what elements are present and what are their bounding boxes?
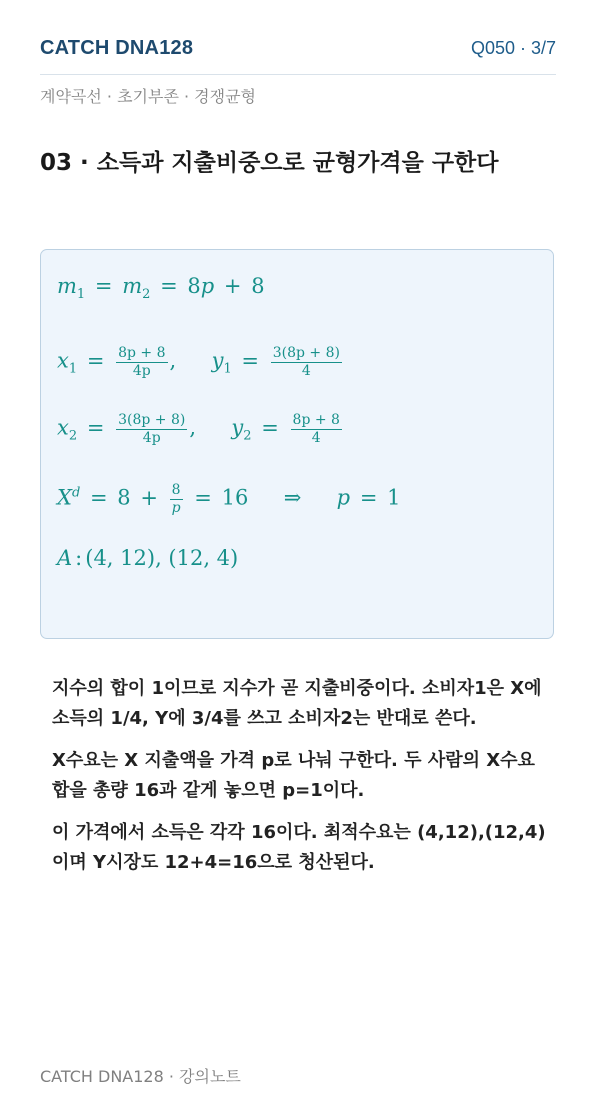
sub-2: 2: [142, 287, 151, 302]
equation-allocation: A : (4, 12), (12, 4): [57, 546, 239, 570]
fraction-y2: [291, 413, 342, 445]
topic-tags: 계약곡선 · 초기부존 · 경쟁균형: [40, 87, 256, 106]
fraction-numerator: 8p + 8: [292, 412, 340, 428]
fraction-denominator: 4: [311, 429, 321, 446]
sub-y1: 1: [223, 361, 232, 377]
brand-logo-text: CATCH DNA128: [40, 37, 194, 59]
var-p: p: [200, 274, 215, 298]
fraction-x1: [116, 346, 167, 378]
var-x1: x: [57, 348, 69, 373]
price-value: 1: [387, 485, 401, 510]
equation-consumer1-demand: $x_1$ = $\frac{8p + 8}{4p}$ , $y_1$ = $\frac{3(8p + 8)}{4}$: [57, 345, 340, 379]
page-header: [40, 36, 556, 75]
var-m2: m: [122, 274, 143, 298]
sup-d: d: [71, 485, 81, 501]
var-y1: y: [211, 348, 224, 373]
const-8: 8: [251, 274, 265, 298]
fraction-denominator: p: [171, 499, 181, 516]
var-x2: x: [57, 415, 69, 440]
fraction-numerator: 8p + 8: [118, 345, 166, 361]
fraction-numerator: 3(8p + 8): [272, 345, 340, 361]
var-X: X: [57, 485, 72, 510]
section-title: 03 · 소득과 지출비중으로 균형가격을 구한다: [40, 150, 499, 176]
sub-x1: 1: [68, 361, 78, 377]
var-m1: m: [57, 274, 77, 298]
page-footer: CATCH DNA128 · 강의노트: [40, 1067, 241, 1086]
allocation-label: A: [57, 546, 73, 570]
sub-y2: 2: [243, 428, 252, 444]
explanation-paragraph-1: 지수의 합이 1이므로 지수가 곧 지출비중이다. 소비자1은 X에 소득의 1/4, Y에 3/4를 쓰고 소비자2는 반대로 쓴다.: [52, 678, 542, 729]
fraction-numerator: 3(8p + 8): [118, 412, 186, 428]
explanation-paragraph-2: X수요는 X 지출액을 가격 p로 나눠 구한다. 두 사람의 X수요 합을 총량 16과 같게 놓으면 p=1이다.: [52, 750, 535, 801]
equation-income: $m_1 = m_2 = 8p + 8$: [57, 274, 265, 302]
implies-arrow: ⇒: [283, 485, 302, 510]
page-counter: Q050 · 3/7: [470, 38, 556, 58]
explanation-paragraph-3: 이 가격에서 소득은 각각 16이다. 최적수요는 (4,12),(12,4)이며 Y시장도 12+4=16으로 청산된다.: [52, 822, 546, 873]
fraction-y1: [271, 346, 342, 378]
var-y2: y: [231, 415, 244, 440]
fraction-x2: [116, 413, 187, 445]
fraction-numerator: 8: [171, 482, 181, 498]
fraction-8-over-p: [170, 483, 183, 515]
fraction-denominator: 4: [301, 362, 311, 379]
const-8: 8: [117, 485, 131, 510]
sub-x2: 2: [68, 428, 78, 444]
var-p: p: [336, 485, 351, 510]
equation-market-clearing: $X^d = 8$ + $\frac{8}{p}$ = 16 ⇒ p = 1: [57, 482, 401, 516]
fraction-denominator: 4p: [142, 429, 161, 446]
allocation-points: (4, 12), (12, 4): [85, 546, 239, 570]
fraction-denominator: 4p: [132, 362, 151, 379]
equation-box: [40, 249, 554, 639]
equation-consumer2-demand: $x_2$ = $\frac{3(8p + 8)}{4p}$ , $y_2$ = $\frac{8p + 8}{4}$: [57, 412, 340, 446]
sub-1: 1: [76, 287, 86, 302]
coef-8: 8: [187, 274, 201, 298]
total-16: 16: [221, 485, 249, 510]
